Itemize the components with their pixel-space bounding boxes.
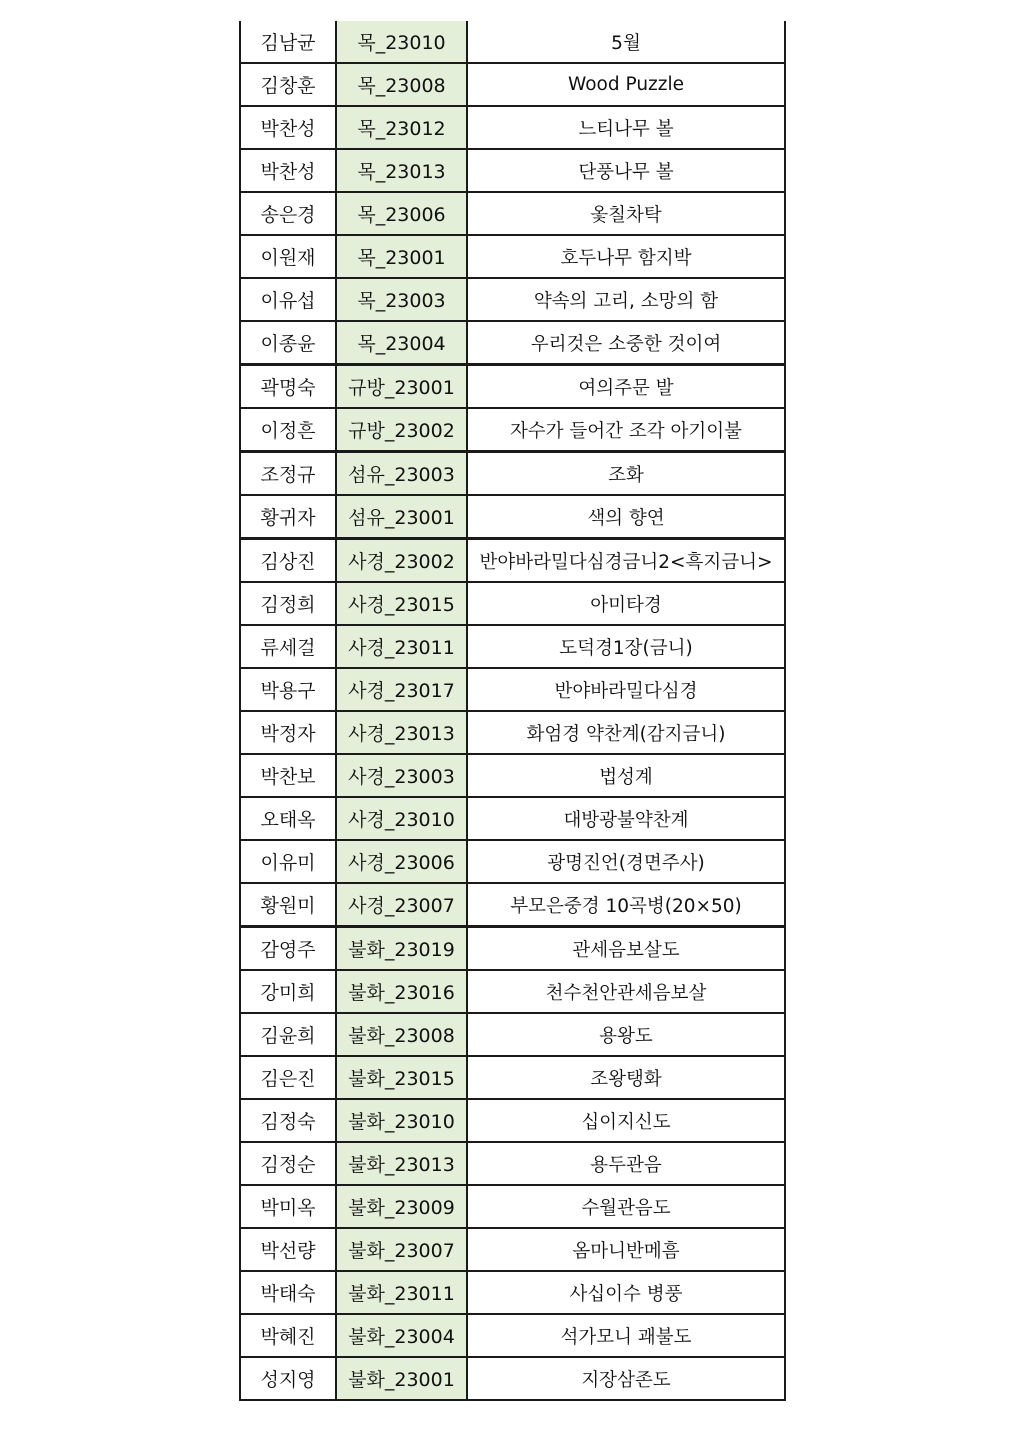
artist-name-cell: 박태숙 bbox=[240, 1271, 336, 1314]
entry-code-cell: 목_23013 bbox=[336, 149, 467, 192]
entry-code-cell: 사경_23007 bbox=[336, 883, 467, 927]
artist-name-cell: 박찬성 bbox=[240, 149, 336, 192]
entry-code-cell: 불화_23001 bbox=[336, 1357, 467, 1400]
entries-table bbox=[239, 21, 786, 1401]
table-row bbox=[240, 278, 785, 321]
artist-name-cell: 황귀자 bbox=[240, 495, 336, 539]
work-title-cell: 도덕경1장(금니) bbox=[467, 625, 785, 668]
work-title-cell: 관세음보살도 bbox=[467, 927, 785, 971]
entry-code-cell: 섬유_23001 bbox=[336, 495, 467, 539]
work-title-cell: 부모은중경 10곡병(20×50) bbox=[467, 883, 785, 927]
artist-name-cell: 김상진 bbox=[240, 539, 336, 583]
entries-table-container bbox=[239, 21, 784, 1401]
table-row bbox=[240, 1185, 785, 1228]
table-row bbox=[240, 539, 785, 583]
work-title-cell: 사십이수 병풍 bbox=[467, 1271, 785, 1314]
entry-code-cell: 사경_23006 bbox=[336, 840, 467, 883]
table-row bbox=[240, 495, 785, 539]
table-row bbox=[240, 452, 785, 496]
artist-name-cell: 조정규 bbox=[240, 452, 336, 496]
entry-code-cell: 사경_23010 bbox=[336, 797, 467, 840]
artist-name-cell: 김창훈 bbox=[240, 63, 336, 106]
artist-name-cell: 김정순 bbox=[240, 1142, 336, 1185]
work-title-cell: 우리것은 소중한 것이여 bbox=[467, 321, 785, 365]
work-title-cell: 석가모니 괘불도 bbox=[467, 1314, 785, 1357]
table-row bbox=[240, 711, 785, 754]
entry-code-cell: 불화_23007 bbox=[336, 1228, 467, 1271]
artist-name-cell: 성지영 bbox=[240, 1357, 336, 1400]
table-row bbox=[240, 625, 785, 668]
artist-name-cell: 송은경 bbox=[240, 192, 336, 235]
table-row bbox=[240, 840, 785, 883]
artist-name-cell: 박찬성 bbox=[240, 106, 336, 149]
work-title-cell: 화엄경 약찬계(감지금니) bbox=[467, 711, 785, 754]
work-title-cell: 호두나무 함지박 bbox=[467, 235, 785, 278]
table-row bbox=[240, 235, 785, 278]
work-title-cell: 5월 bbox=[467, 21, 785, 63]
work-title-cell: 옴마니반메흠 bbox=[467, 1228, 785, 1271]
table-row bbox=[240, 927, 785, 971]
entry-code-cell: 사경_23002 bbox=[336, 539, 467, 583]
artist-name-cell: 박선량 bbox=[240, 1228, 336, 1271]
entry-code-cell: 사경_23015 bbox=[336, 582, 467, 625]
artist-name-cell: 박정자 bbox=[240, 711, 336, 754]
entry-code-cell: 불화_23009 bbox=[336, 1185, 467, 1228]
entry-code-cell: 불화_23016 bbox=[336, 970, 467, 1013]
entry-code-cell: 목_23008 bbox=[336, 63, 467, 106]
artist-name-cell: 오태옥 bbox=[240, 797, 336, 840]
work-title-cell: 조화 bbox=[467, 452, 785, 496]
entry-code-cell: 규방_23001 bbox=[336, 365, 467, 409]
artist-name-cell: 김윤희 bbox=[240, 1013, 336, 1056]
table-row bbox=[240, 1099, 785, 1142]
work-title-cell: 아미타경 bbox=[467, 582, 785, 625]
work-title-cell: 자수가 들어간 조각 아기이불 bbox=[467, 408, 785, 452]
table-row bbox=[240, 1142, 785, 1185]
work-title-cell: 천수천안관세음보살 bbox=[467, 970, 785, 1013]
entry-code-cell: 목_23001 bbox=[336, 235, 467, 278]
entry-code-cell: 목_23004 bbox=[336, 321, 467, 365]
entry-code-cell: 규방_23002 bbox=[336, 408, 467, 452]
table-row bbox=[240, 408, 785, 452]
work-title-cell: 지장삼존도 bbox=[467, 1357, 785, 1400]
table-row bbox=[240, 321, 785, 365]
work-title-cell: 대방광불약찬계 bbox=[467, 797, 785, 840]
table-row bbox=[240, 1013, 785, 1056]
entry-code-cell: 불화_23004 bbox=[336, 1314, 467, 1357]
artist-name-cell: 박혜진 bbox=[240, 1314, 336, 1357]
entry-code-cell: 목_23010 bbox=[336, 21, 467, 63]
work-title-cell: Wood Puzzle bbox=[467, 63, 785, 106]
work-title-cell: 십이지신도 bbox=[467, 1099, 785, 1142]
artist-name-cell: 감영주 bbox=[240, 927, 336, 971]
table-row bbox=[240, 149, 785, 192]
entry-code-cell: 불화_23011 bbox=[336, 1271, 467, 1314]
entry-code-cell: 불화_23013 bbox=[336, 1142, 467, 1185]
work-title-cell: 옻칠차탁 bbox=[467, 192, 785, 235]
artist-name-cell: 이유미 bbox=[240, 840, 336, 883]
work-title-cell: 수월관음도 bbox=[467, 1185, 785, 1228]
entry-code-cell: 사경_23003 bbox=[336, 754, 467, 797]
work-title-cell: 법성계 bbox=[467, 754, 785, 797]
entry-code-cell: 사경_23017 bbox=[336, 668, 467, 711]
entry-code-cell: 목_23003 bbox=[336, 278, 467, 321]
work-title-cell: 용왕도 bbox=[467, 1013, 785, 1056]
table-row bbox=[240, 582, 785, 625]
table-row bbox=[240, 192, 785, 235]
entry-code-cell: 목_23012 bbox=[336, 106, 467, 149]
entry-code-cell: 섬유_23003 bbox=[336, 452, 467, 496]
artist-name-cell: 김은진 bbox=[240, 1056, 336, 1099]
work-title-cell: 느티나무 볼 bbox=[467, 106, 785, 149]
table-row bbox=[240, 1314, 785, 1357]
work-title-cell: 용두관음 bbox=[467, 1142, 785, 1185]
table-row bbox=[240, 1056, 785, 1099]
artist-name-cell: 이유섭 bbox=[240, 278, 336, 321]
entry-code-cell: 불화_23019 bbox=[336, 927, 467, 971]
table-row bbox=[240, 63, 785, 106]
table-row bbox=[240, 754, 785, 797]
entry-code-cell: 불화_23015 bbox=[336, 1056, 467, 1099]
table-row bbox=[240, 1271, 785, 1314]
table-row bbox=[240, 365, 785, 409]
work-title-cell: 단풍나무 볼 bbox=[467, 149, 785, 192]
entries-table-body bbox=[240, 21, 785, 1400]
artist-name-cell: 이정흔 bbox=[240, 408, 336, 452]
work-title-cell: 색의 향연 bbox=[467, 495, 785, 539]
artist-name-cell: 이종윤 bbox=[240, 321, 336, 365]
artist-name-cell: 곽명숙 bbox=[240, 365, 336, 409]
entry-code-cell: 사경_23013 bbox=[336, 711, 467, 754]
artist-name-cell: 박미옥 bbox=[240, 1185, 336, 1228]
work-title-cell: 약속의 고리, 소망의 함 bbox=[467, 278, 785, 321]
table-row bbox=[240, 883, 785, 927]
artist-name-cell: 이원재 bbox=[240, 235, 336, 278]
work-title-cell: 광명진언(경면주사) bbox=[467, 840, 785, 883]
entry-code-cell: 불화_23010 bbox=[336, 1099, 467, 1142]
artist-name-cell: 박용구 bbox=[240, 668, 336, 711]
work-title-cell: 반야바라밀다심경금니2<흑지금니> bbox=[467, 539, 785, 583]
entry-code-cell: 사경_23011 bbox=[336, 625, 467, 668]
artist-name-cell: 강미희 bbox=[240, 970, 336, 1013]
entry-code-cell: 목_23006 bbox=[336, 192, 467, 235]
table-row bbox=[240, 797, 785, 840]
table-row bbox=[240, 668, 785, 711]
artist-name-cell: 김정희 bbox=[240, 582, 336, 625]
table-row bbox=[240, 1228, 785, 1271]
table-row bbox=[240, 106, 785, 149]
table-row bbox=[240, 970, 785, 1013]
table-row bbox=[240, 21, 785, 63]
entry-code-cell: 불화_23008 bbox=[336, 1013, 467, 1056]
artist-name-cell: 박찬보 bbox=[240, 754, 336, 797]
artist-name-cell: 황원미 bbox=[240, 883, 336, 927]
work-title-cell: 조왕탱화 bbox=[467, 1056, 785, 1099]
artist-name-cell: 김남균 bbox=[240, 21, 336, 63]
table-row bbox=[240, 1357, 785, 1400]
work-title-cell: 여의주문 발 bbox=[467, 365, 785, 409]
artist-name-cell: 김정숙 bbox=[240, 1099, 336, 1142]
artist-name-cell: 류세걸 bbox=[240, 625, 336, 668]
work-title-cell: 반야바라밀다심경 bbox=[467, 668, 785, 711]
